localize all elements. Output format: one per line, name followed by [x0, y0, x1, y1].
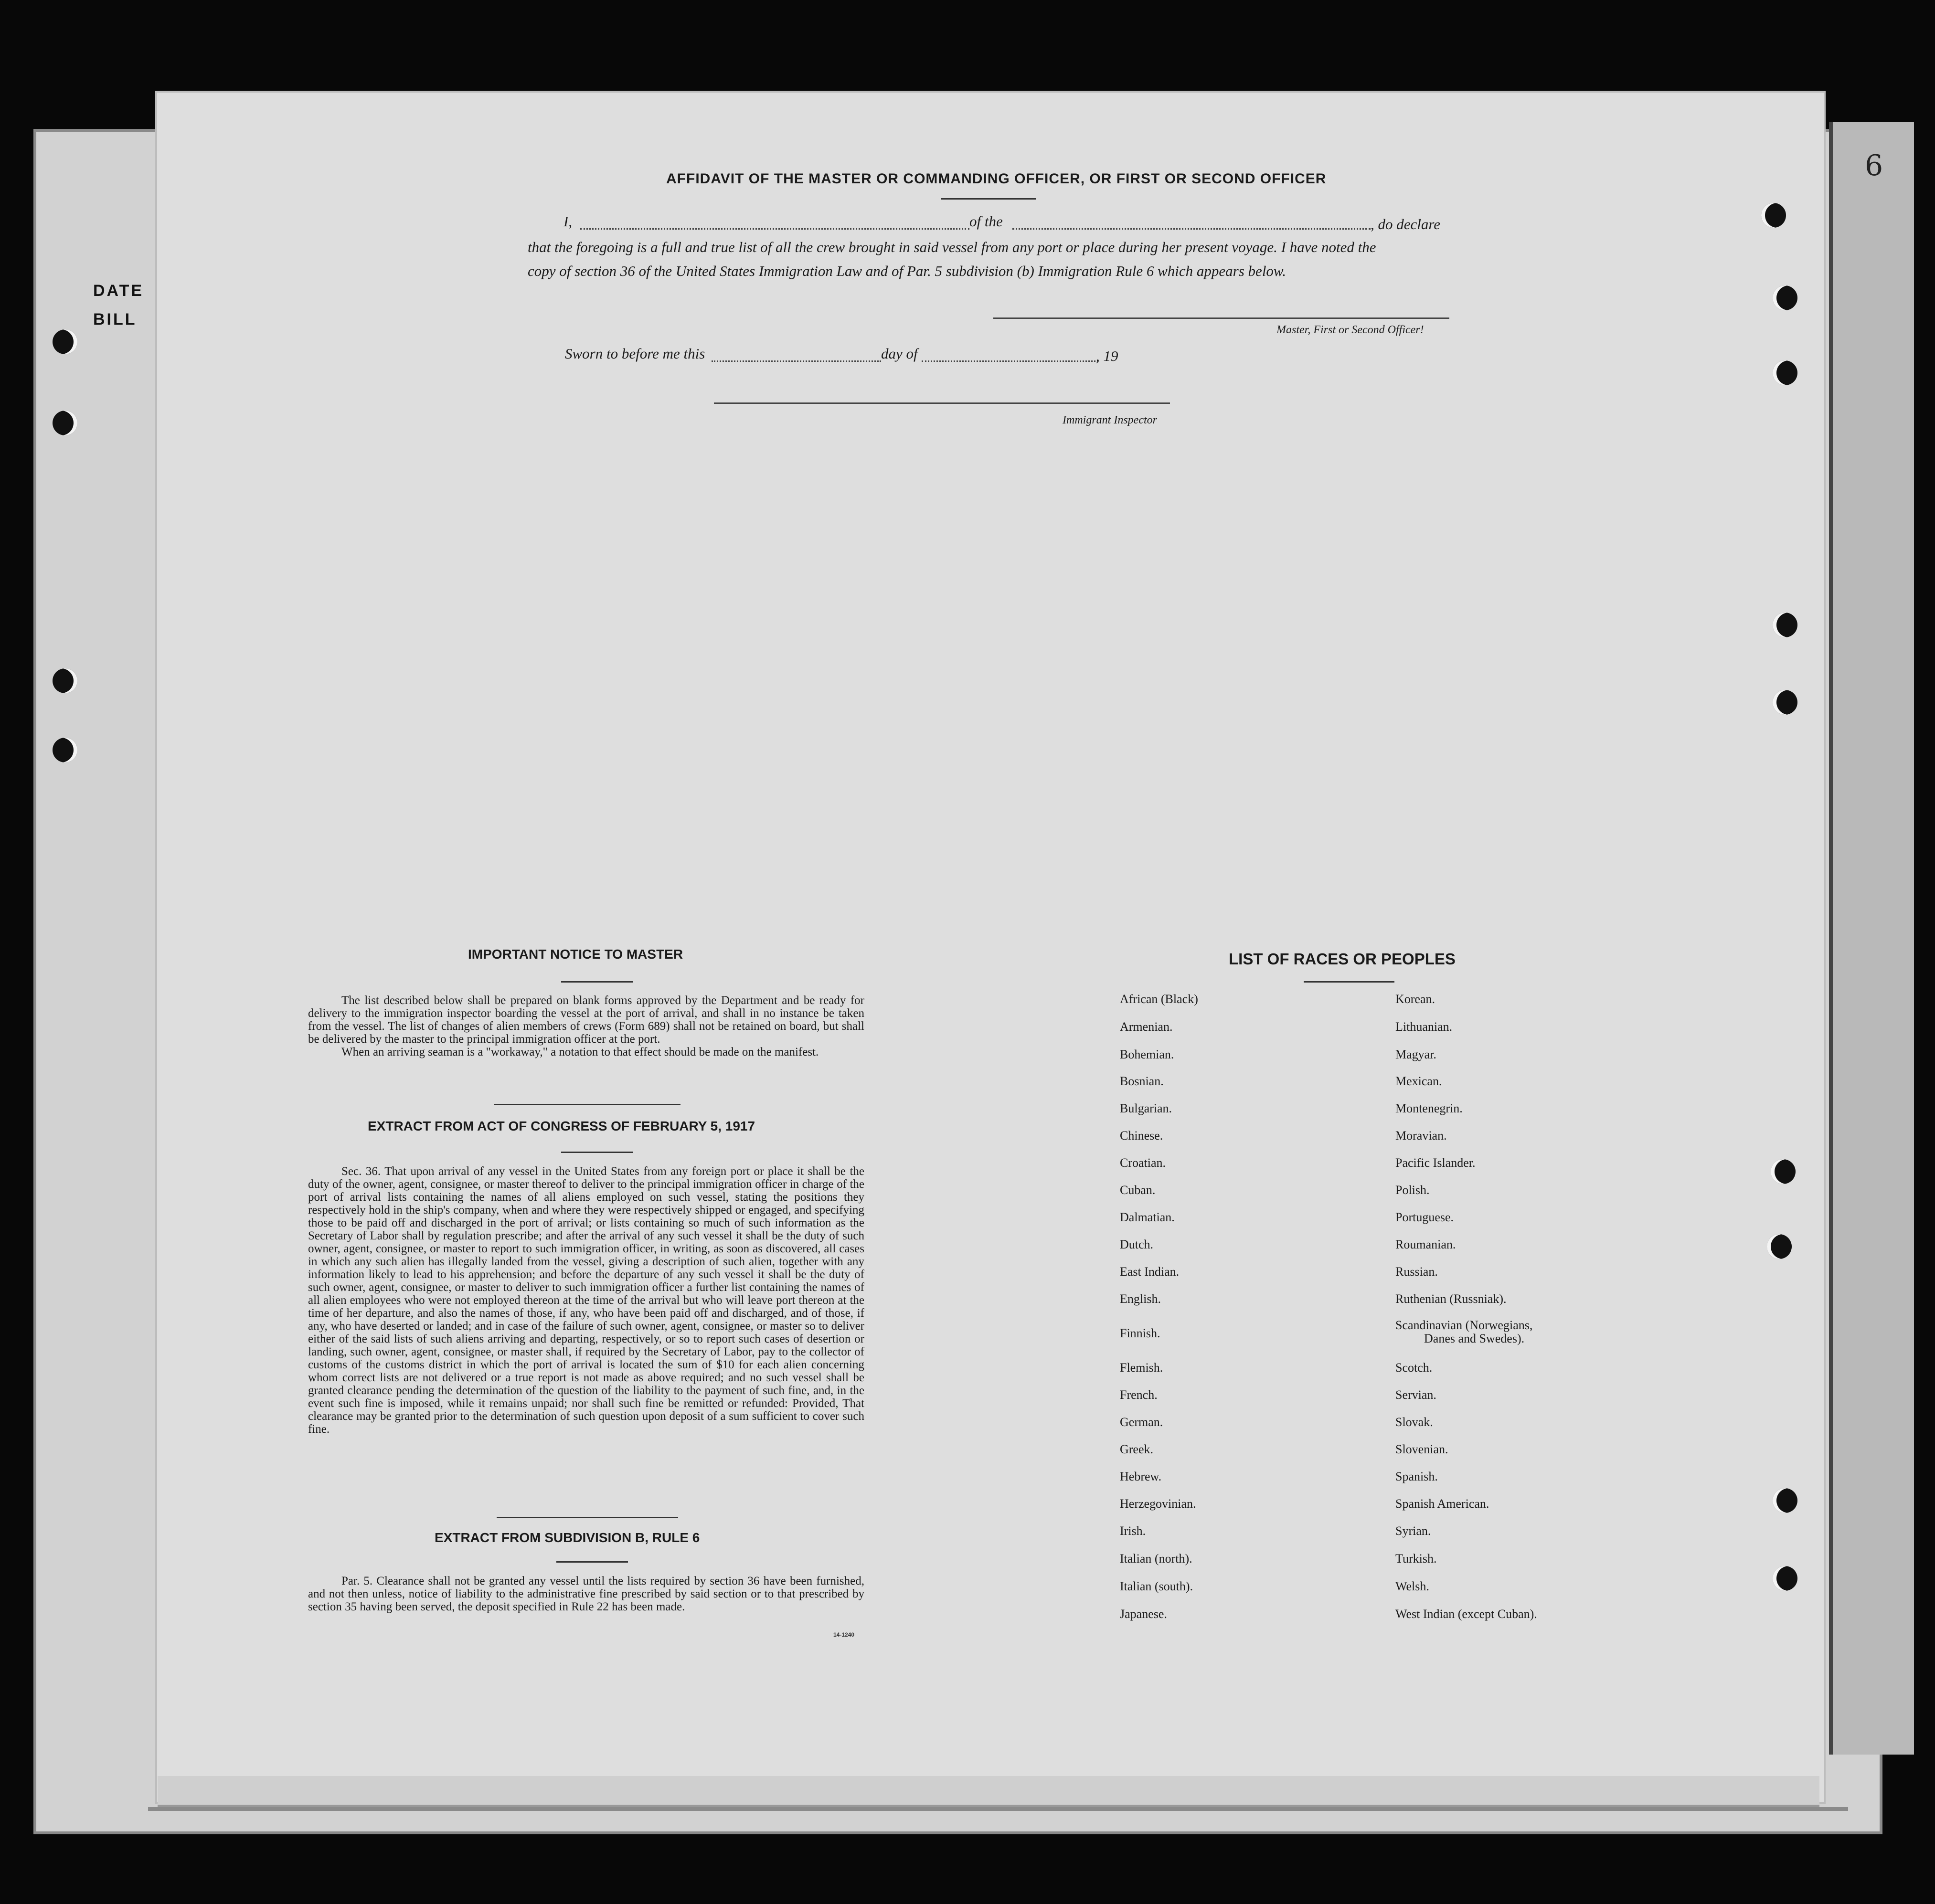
race-item: French. — [1120, 1388, 1158, 1402]
binder-hole — [53, 329, 77, 354]
race-item: Armenian. — [1120, 1020, 1173, 1034]
affidavit-line-3: copy of section 36 of the United States Immigration Law and of Par. 5 subdivision (b) Immigration Rule 6 which appears below. — [528, 263, 1286, 279]
section-rule — [497, 1517, 678, 1518]
race-item: Pacific Islander. — [1395, 1156, 1476, 1170]
affidavit-line-2: that the foregoing is a full and true list of all the crew brought in said vessel from any port or place during her present voyage. I have noted the — [528, 239, 1376, 255]
race-item: German. — [1120, 1415, 1163, 1429]
race-item: Polish. — [1395, 1183, 1430, 1197]
race-item: Russian. — [1395, 1265, 1438, 1279]
title-rule — [941, 198, 1036, 200]
binder-hole — [1761, 203, 1786, 228]
name-blank — [580, 228, 969, 230]
binder-hole — [1773, 1488, 1797, 1513]
race-item: Hebrew. — [1120, 1470, 1162, 1483]
race-item: English. — [1120, 1292, 1161, 1306]
sheet-fold — [158, 1776, 1819, 1807]
binder-hole — [1771, 1159, 1796, 1184]
race-item: West Indian (except Cuban). — [1395, 1607, 1537, 1621]
inspector-signature-line — [714, 402, 1170, 404]
page-number: 6 — [1865, 149, 1883, 182]
race-item: Roumanian. — [1395, 1238, 1456, 1251]
race-item: Syrian. — [1395, 1524, 1431, 1538]
race-item: Slovenian. — [1395, 1442, 1448, 1456]
notice-title: IMPORTANT NOTICE TO MASTER — [468, 947, 683, 962]
notice-paragraph-1: The list described below shall be prepared on blank forms approved by the Department and be ready for delivery to the immigration inspector boarding the vessel at the port of arrival, and shall in no instance be taken from the vessel. The list of changes of alien members of crews (Form 689) shall not be retained on board, but shall be delivered by the master to the principal immigration officer at the port. — [308, 994, 864, 1046]
binder-hole — [1773, 1566, 1797, 1591]
race-item-line: Danes and Swedes). — [1424, 1332, 1525, 1345]
binder-hole — [53, 668, 77, 693]
act-rule — [561, 1152, 633, 1153]
races-rule — [1304, 981, 1394, 983]
race-item: Scotch. — [1395, 1361, 1433, 1375]
race-item: Montenegrin. — [1395, 1101, 1463, 1115]
race-item: East Indian. — [1120, 1265, 1180, 1279]
race-item-scandinavian — [1395, 1319, 1596, 1345]
race-item: Slovak. — [1395, 1415, 1433, 1429]
race-item: Herzegovinian. — [1120, 1497, 1196, 1511]
race-item: Cuban. — [1120, 1183, 1156, 1197]
race-item: Finnish. — [1120, 1326, 1160, 1340]
race-item: Bulgarian. — [1120, 1101, 1172, 1115]
race-item: Welsh. — [1395, 1579, 1429, 1593]
affidavit-title: AFFIDAVIT OF THE MASTER OR COMMANDING OFFICER, OR FIRST OR SECOND OFFICER — [666, 171, 1327, 187]
sheet-bottom-edge — [148, 1807, 1848, 1811]
binder-hole — [53, 411, 77, 435]
races-title: LIST OF RACES OR PEOPLES — [1229, 950, 1456, 968]
race-item: Croatian. — [1120, 1156, 1166, 1170]
sworn-before: Sworn to before me this — [565, 345, 705, 362]
race-item: Servian. — [1395, 1388, 1436, 1402]
act-extract-text — [308, 1165, 864, 1436]
sworn-year: , 19 — [1096, 348, 1118, 364]
form-number: 14-1240 — [833, 1631, 855, 1638]
manifest-sheet — [155, 91, 1826, 1804]
race-item: Dutch. — [1120, 1238, 1154, 1251]
binder-hole — [53, 738, 77, 762]
sworn-day-blank — [712, 360, 881, 362]
margin-label-bill: BILL — [93, 310, 137, 328]
binder-hole — [1773, 613, 1797, 637]
inspector-label: Immigrant Inspector — [1063, 414, 1157, 426]
binder-hole — [1773, 690, 1797, 715]
race-item: Japanese. — [1120, 1607, 1167, 1621]
race-item: Italian (north). — [1120, 1552, 1192, 1566]
paragraph-5-text: Par. 5. Clearance shall not be granted any vessel until the lists required by section 36 have been furnished, and not then unless, notice of liability to the administrative fine prescribed by said section or to that prescribed by section 35 having been served, the deposit specified in Rule 22 has been made. — [308, 1575, 864, 1613]
affidavit-of-the: of the — [969, 213, 1003, 230]
race-item: Lithuanian. — [1395, 1020, 1453, 1034]
race-item: Spanish. — [1395, 1470, 1438, 1483]
notice-paragraph-2: When an arriving seaman is a "workaway," a notation to that effect should be made on the manifest. — [341, 1046, 819, 1058]
race-item: Bosnian. — [1120, 1074, 1164, 1088]
race-item: Magyar. — [1395, 1047, 1436, 1061]
margin-label-date: DATE — [93, 282, 144, 300]
race-item: Korean. — [1395, 992, 1435, 1006]
race-item: Chinese. — [1120, 1129, 1163, 1142]
master-signature-line — [993, 317, 1449, 319]
master-signature-label: Master, First or Second Officer! — [1276, 324, 1424, 336]
race-item: Turkish. — [1395, 1552, 1437, 1566]
race-item: African (Black) — [1120, 992, 1198, 1006]
affidavit-do-declare: , do declare — [1371, 216, 1441, 233]
race-item: Moravian. — [1395, 1129, 1447, 1142]
binder-hole — [1773, 286, 1797, 310]
rule-extract-title: EXTRACT FROM SUBDIVISION B, RULE 6 — [435, 1530, 700, 1545]
rule-extract-text — [308, 1575, 864, 1613]
rule-extract-rule — [556, 1561, 628, 1563]
race-item: Bohemian. — [1120, 1047, 1174, 1061]
race-item: Dalmatian. — [1120, 1210, 1175, 1224]
race-item: Portuguese. — [1395, 1210, 1454, 1224]
sworn-day-of: day of — [881, 345, 918, 362]
act-extract-title: EXTRACT FROM ACT OF CONGRESS OF FEBRUARY 5, 1917 — [368, 1119, 755, 1133]
notice-rule — [561, 981, 633, 983]
race-item: Greek. — [1120, 1442, 1154, 1456]
sworn-month-blank — [922, 360, 1098, 362]
race-item: Ruthenian (Russniak). — [1395, 1292, 1507, 1306]
binder-hole — [1767, 1234, 1792, 1259]
section-36-text: Sec. 36. That upon arrival of any vessel in the United States from any foreign port or place it shall be the duty of the owner, agent, consignee, or master thereof to deliver to the principal immigration officer in charge of the port of arrival lists containing the names of all aliens employed on such vessel, stating the positions they respectively hold in the ship's company, when and where they were respectively shipped or engaged, and specifying those to be paid off and discharged in the port of arrival; or lists containing so much of such information as the Secretary of Labor shall by regulation prescribe; and after the arrival of any such vessel it shall be the duty of such owner, agent, consignee, or master to report to such immigration officer, in writing, as soon as discovered, all cases in which any such alien has illegally landed from the vessel, giving a description of such alien, together with any information likely to lead to his apprehension; and before the departure of any such vessel it shall be the duty of such owner, agent, consignee, or master to deliver to such immigration officer a further list containing the names of all alien employees who were not employed thereon at the time of the arrival but who will leave port thereon at the time of her departure, and also the names of those, if any, who have been paid off and discharged, and of those, if any, who have deserted or landed; and in case of the failure of such owner, agent, consignee, or master so to deliver either of the said lists of such aliens arriving and departing, respectively, or so to report such cases of desertion or landing, such owner, agent, consignee, or master shall, if required by the Secretary of Labor, pay to the collector of customs of the customs district in which the port of arrival is located the sum of $10 for each alien concerning whom correct lists are not delivered or a true report is not made as above required; and no such vessel shall be granted clearance pending the determination of the question of the liability to the payment of such fine, and, in the event such fine is imposed, while it remains unpaid; nor shall such fine be remitted or refunded: Provided, That clearance may be granted prior to the determination of such question upon deposit of a sum sufficient to cover such fine. — [308, 1165, 864, 1436]
race-item-line: Scandinavian (Norwegians, — [1395, 1318, 1533, 1332]
race-item: Spanish American. — [1395, 1497, 1489, 1511]
race-item: Italian (south). — [1120, 1579, 1193, 1593]
binder-hole — [1773, 360, 1797, 385]
race-item: Mexican. — [1395, 1074, 1442, 1088]
underlying-page-edge — [1829, 122, 1914, 1755]
section-rule — [494, 1104, 680, 1105]
race-item: Irish. — [1120, 1524, 1146, 1538]
race-item: Flemish. — [1120, 1361, 1163, 1375]
notice-text — [308, 994, 864, 1058]
vessel-blank — [1012, 228, 1371, 230]
affidavit-i: I, — [563, 213, 573, 230]
